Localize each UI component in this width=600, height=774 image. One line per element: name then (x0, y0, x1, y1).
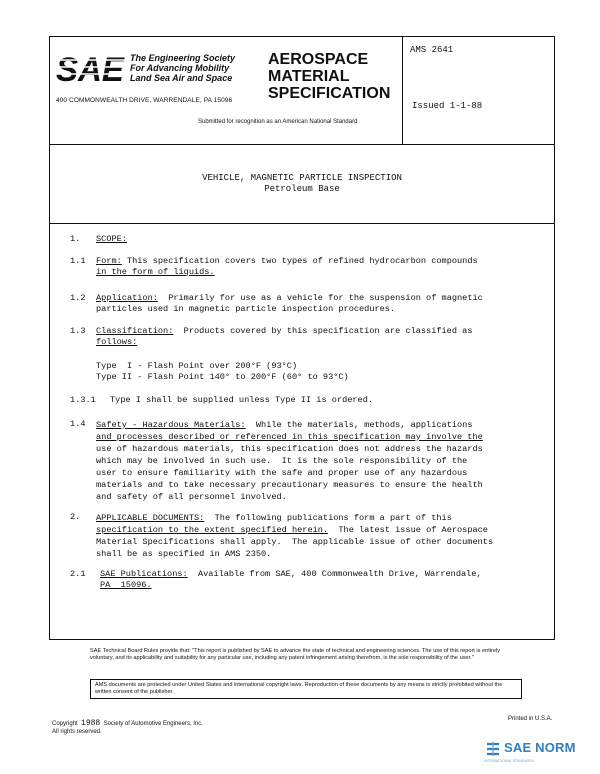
section-number: 1.3 (70, 326, 86, 336)
text-line: While the materials, methods, applications (245, 420, 473, 430)
classification-heading: Classification: (96, 326, 174, 336)
section-text (96, 326, 472, 348)
copyright-year: 1988 (81, 719, 101, 728)
applicable-documents-heading: APPLICABLE DOCUMENTS: (96, 513, 205, 523)
ams-number: AMS 2641 (410, 45, 454, 55)
document-subtitle: Petroleum Base (264, 184, 340, 194)
text-line: and safety of all personnel involved. (96, 492, 287, 502)
text-line: Products covered by this specification are classified as (173, 326, 473, 336)
document-title: VEHICLE, MAGNETIC PARTICLE INSPECTION (202, 173, 402, 183)
text-line: The following publications form a part of this (204, 513, 452, 523)
text-line: particles used in magnetic particle inspection procedures. (96, 304, 396, 314)
text-line: and processes described or referenced in this specification may involve the (96, 432, 483, 442)
text-line: which may be involved in such use. It is the sole responsibility of the (96, 456, 468, 466)
rights-reserved: All rights reserved. (52, 729, 102, 735)
watermark-text: SAE NORM (504, 740, 576, 755)
section-text (96, 256, 478, 278)
header-rule (50, 144, 554, 145)
text-line: specification to the extent specified herein. (96, 525, 329, 535)
copyright (52, 720, 203, 736)
technical-board-rules: SAE Technical Board Rules provide that: "This report is published by SAE to advance the state of technical and engineering sciences. The use of this report is entirely voluntary, and its applicability and suitability for any particular use, including any patent infringement arising therefrom, is the sole responsibility of the user." (90, 648, 501, 661)
society-address: 400 COMMONWEALTH DRIVE, WARRENDALE, PA 15096 (56, 97, 233, 104)
title-rule (50, 223, 554, 224)
section-text (100, 569, 482, 591)
document-type-line: AEROSPACE (268, 51, 369, 68)
form-heading: Form: (96, 256, 122, 266)
text-line: This specification covers two types of refined hydrocarbon compounds (121, 256, 478, 266)
section-number: 2. (70, 512, 81, 522)
text-line: use of hazardous materials, this specification does not address the hazards (96, 444, 483, 454)
section-number: 1.1 (70, 256, 86, 266)
document-type-line: MATERIAL (268, 68, 350, 85)
section-text (96, 293, 483, 315)
issued-date: Issued 1-1-88 (412, 101, 483, 111)
printed-in: Printed in U.S.A. (508, 716, 553, 722)
sae-logo (56, 51, 126, 85)
section-text (96, 512, 493, 560)
section-number: 1.2 (70, 293, 86, 303)
sae-logo-text: SAE (56, 51, 126, 85)
society-name (130, 53, 235, 83)
copyright-notice: AMS documents are protected under United States and international copyright laws. Reproduction of these documents by any means is strictly prohibited without the written consent of the publisher. (90, 679, 522, 699)
text-line: Available from SAE, 400 Commonwealth Drive, Warrendale, (187, 569, 482, 579)
society-line: The Engineering Society (130, 53, 236, 63)
section-number: 1. (70, 234, 81, 244)
type-item: Type I - Flash Point over 200°F (93°C) (96, 361, 298, 371)
watermark-icon (484, 740, 502, 758)
document-type (268, 51, 390, 102)
text-line: in the form of liquids. (96, 267, 215, 277)
document-type-line: SPECIFICATION (268, 85, 391, 102)
text-line: follows: (96, 337, 138, 347)
text-line: materials and to take necessary precautionary measures to ensure the health (96, 480, 483, 490)
submitted-note: Submitted for recognition as an American National Standard (198, 119, 358, 125)
section-number: 2.1 (70, 569, 86, 579)
scope-heading: SCOPE: (96, 234, 127, 244)
type-item: Type II - Flash Point 140° to 200°F (60° to 93°C) (96, 372, 349, 382)
safety-heading: Safety - Hazardous Materials: (96, 420, 246, 430)
application-heading: Application: (96, 293, 158, 303)
sae-publications-heading: SAE Publications: (100, 569, 188, 579)
header-divider (402, 37, 403, 144)
watermark-subtext: INTERNATIONAL STANDARDS (484, 759, 534, 763)
type-list (96, 361, 349, 383)
text-line: Primarily for use as a vehicle for the suspension of magnetic (157, 293, 483, 303)
section-heading (96, 234, 127, 245)
text-line: user to ensure familiarity with the safe and proper use of any hazardous (96, 468, 468, 478)
section-number: 1.4 (70, 419, 86, 429)
society-line: Land Sea Air and Space (130, 73, 233, 83)
society-line: For Advancing Mobility (130, 63, 230, 73)
text-line: Material Specifications shall apply. The applicable issue of other documents (96, 537, 494, 547)
text-line: The latest issue of Aerospace (328, 525, 488, 535)
section-text: Type I shall be supplied unless Type II is ordered. (110, 395, 374, 405)
section-text (96, 419, 483, 503)
text-line: PA 15096. (100, 580, 152, 590)
text-line: shall be as specified in AMS 2350. (96, 549, 272, 559)
copyright-label: Copyright (52, 721, 78, 727)
section-number: 1.3.1 (70, 395, 96, 405)
copyright-holder: Society of Automotive Engineers, Inc. (103, 721, 203, 727)
